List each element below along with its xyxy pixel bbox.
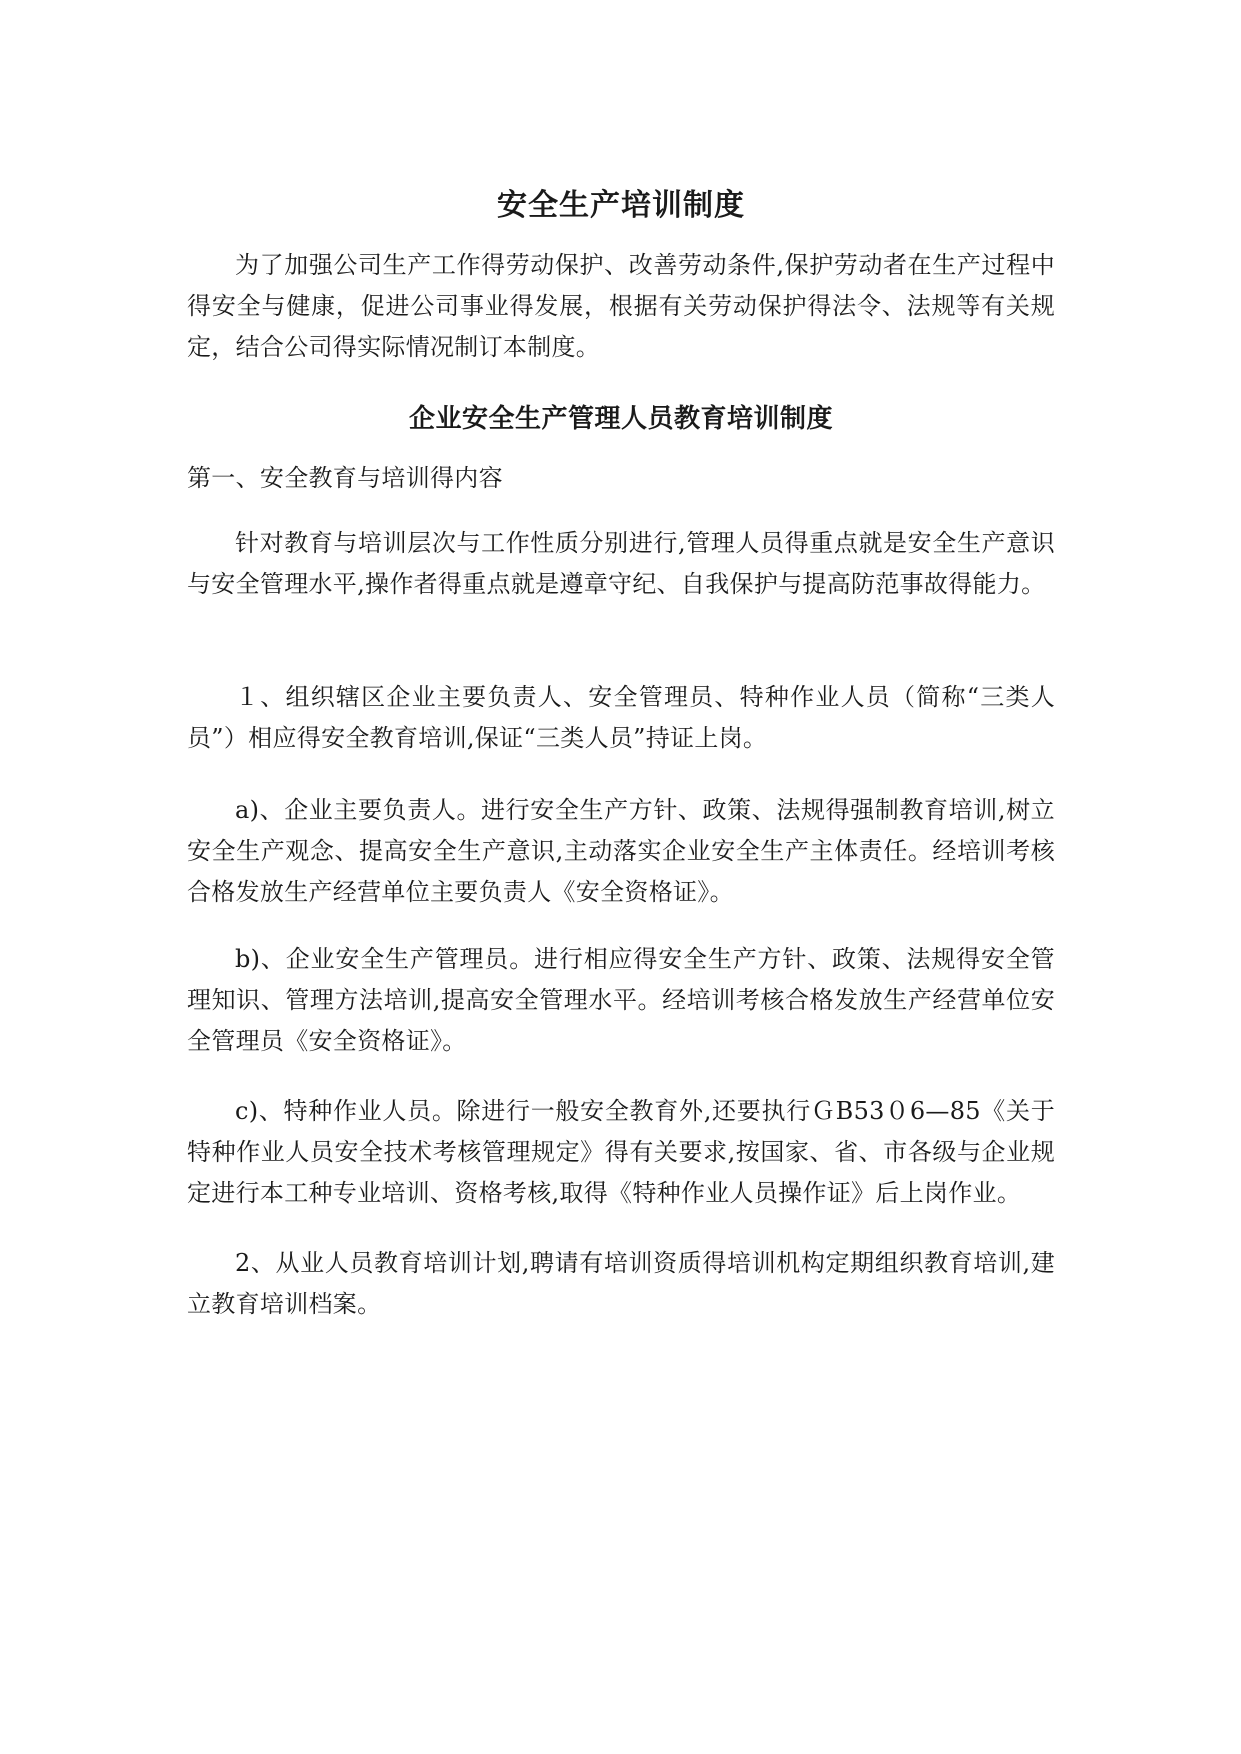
section-title: 企业安全生产管理人员教育培训制度 xyxy=(408,404,833,434)
item-1-paragraph: １、组织辖区企业主要负责人、安全管理员、特种作业人员（简称“三类人员”）相应得安全教育培训,保证“三类人员”持证上岗。 xyxy=(187,683,1055,752)
item-c-paragraph: c)、特种作业人员。除进行一般安全教育外,还要执行ＧB53０6—85《关于特种作业人员安全技术考核管理规定》得有关要求,按国家、省、市各级与企业规定进行本工种专业培训、资格考核,取得《特种作业人员操作证》后上岗作业。 xyxy=(187,1097,1055,1207)
document-title: 安全生产培训制度 xyxy=(497,188,745,223)
intro-paragraph: 为了加强公司生产工作得劳动保护、改善劳动条件,保护劳动者在生产过程中得安全与健康，促进公司事业得发展，根据有关劳动保护得法令、法规等有关规定，结合公司得实际情况制订本制度。 xyxy=(187,251,1055,361)
item-2-paragraph: 2、从业人员教育培训计划,聘请有培训资质得培训机构定期组织教育培训,建立教育培训档案。 xyxy=(187,1249,1055,1318)
item-a-paragraph: a)、企业主要负责人。进行安全生产方针、政策、法规得强制教育培训,树立安全生产观念、提高安全生产意识,主动落实企业安全生产主体责任。经培训考核合格发放生产经营单位主要负责人《安全资格证》。 xyxy=(187,796,1055,906)
item-b-paragraph: b)、企业安全生产管理员。进行相应得安全生产方针、政策、法规得安全管理知识、管理方法培训,提高安全管理水平。经培训考核合格发放生产经营单位安全管理员《安全资格证》。 xyxy=(187,945,1055,1055)
section-heading: 第一、安全教育与培训得内容 xyxy=(187,464,503,492)
focus-paragraph: 针对教育与培训层次与工作性质分别进行,管理人员得重点就是安全生产意识与安全管理水平,操作者得重点就是遵章守纪、自我保护与提高防范事故得能力。 xyxy=(187,529,1055,598)
